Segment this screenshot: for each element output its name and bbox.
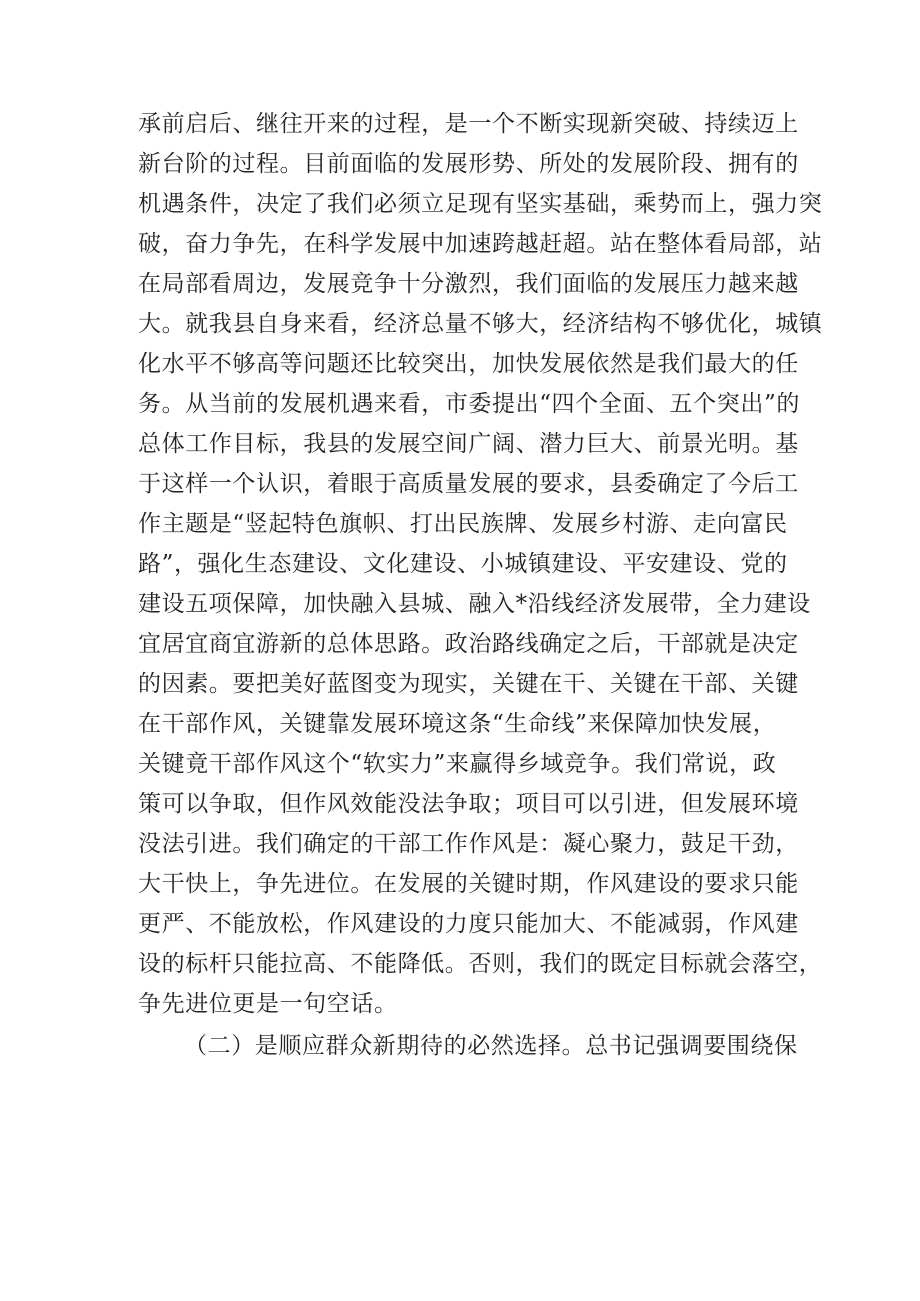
text-line: 总体工作目标，我县的发展空间广阔、潜力巨大、前景光明。基 — [138, 431, 799, 457]
text-line: 大。就我县自身来看，经济总量不够大，经济结构不够优化，城镇 — [138, 311, 823, 337]
text-line: 策可以争取，但作风效能没法争取；项目可以引进，但发展环境 — [138, 791, 799, 817]
text-line: 的因素。要把美好蓝图变为现实，关键在干、关键在干部、关键 — [138, 671, 799, 697]
text-line: 大干快上，争先进位。在发展的关键时期，作风建设的要求只能 — [138, 871, 799, 897]
text-line: 没法引进。我们确定的干部工作作风是：凝心聚力，鼓足干劲， — [138, 831, 799, 857]
text-line: 建设五项保障，加快融入县城、融入*沿线经济发展带，全力建设 — [138, 591, 811, 617]
text-line: 争先进位更是一句空话。 — [138, 991, 398, 1017]
text-line: 化水平不够高等问题还比较突出，加快发展依然是我们最大的任 — [138, 351, 799, 377]
text-line: 破，奋力争先，在科学发展中加速跨越赶超。站在整体看局部，站 — [138, 231, 823, 257]
text-line: 关键竟干部作风这个“软实力”来赢得乡域竞争。我们常说，政 — [138, 751, 777, 777]
text-line: 务。从当前的发展机遇来看，市委提出“四个全面、五个突出”的 — [138, 391, 800, 417]
text-line: 设的标杆只能拉高、不能降低。否则，我们的既定目标就会落空， — [138, 951, 823, 977]
document-body — [138, 104, 823, 1066]
section-heading-line: （二）是顺应群众新期待的必然选择。总书记强调要围绕保 — [184, 1033, 798, 1059]
text-line: 在局部看周边，发展竞争十分激烈，我们面临的发展压力越来越 — [138, 271, 799, 297]
text-line: 在干部作风，关键靠发展环境这条“生命线”来保障加快发展， — [138, 711, 777, 737]
text-line: 承前启后、继往开来的过程，是一个不断实现新突破、持续迈上 — [138, 111, 799, 137]
text-line: 机遇条件，决定了我们必须立足现有坚实基础，乘势而上，强力突 — [138, 191, 823, 217]
text-line: 路”，强化生态建设、文化建设、小城镇建设、平安建设、党的 — [138, 551, 788, 577]
text-line: 新台阶的过程。目前面临的发展形势、所处的发展阶段、拥有的 — [138, 151, 799, 177]
paragraph-2 — [138, 1026, 798, 1066]
text-line: 于这样一个认识，着眼于高质量发展的要求，县委确定了今后工 — [138, 471, 799, 497]
text-line: 更严、不能放松，作风建设的力度只能加大、不能减弱，作风建 — [138, 911, 799, 937]
paragraph-1 — [138, 104, 823, 1024]
text-line: 作主题是“竖起特色旗帜、打出民族牌、发展乡村游、走向富民 — [138, 511, 788, 537]
text-line: 宜居宜商宜游新的总体思路。政治路线确定之后，干部就是决定 — [138, 631, 799, 657]
